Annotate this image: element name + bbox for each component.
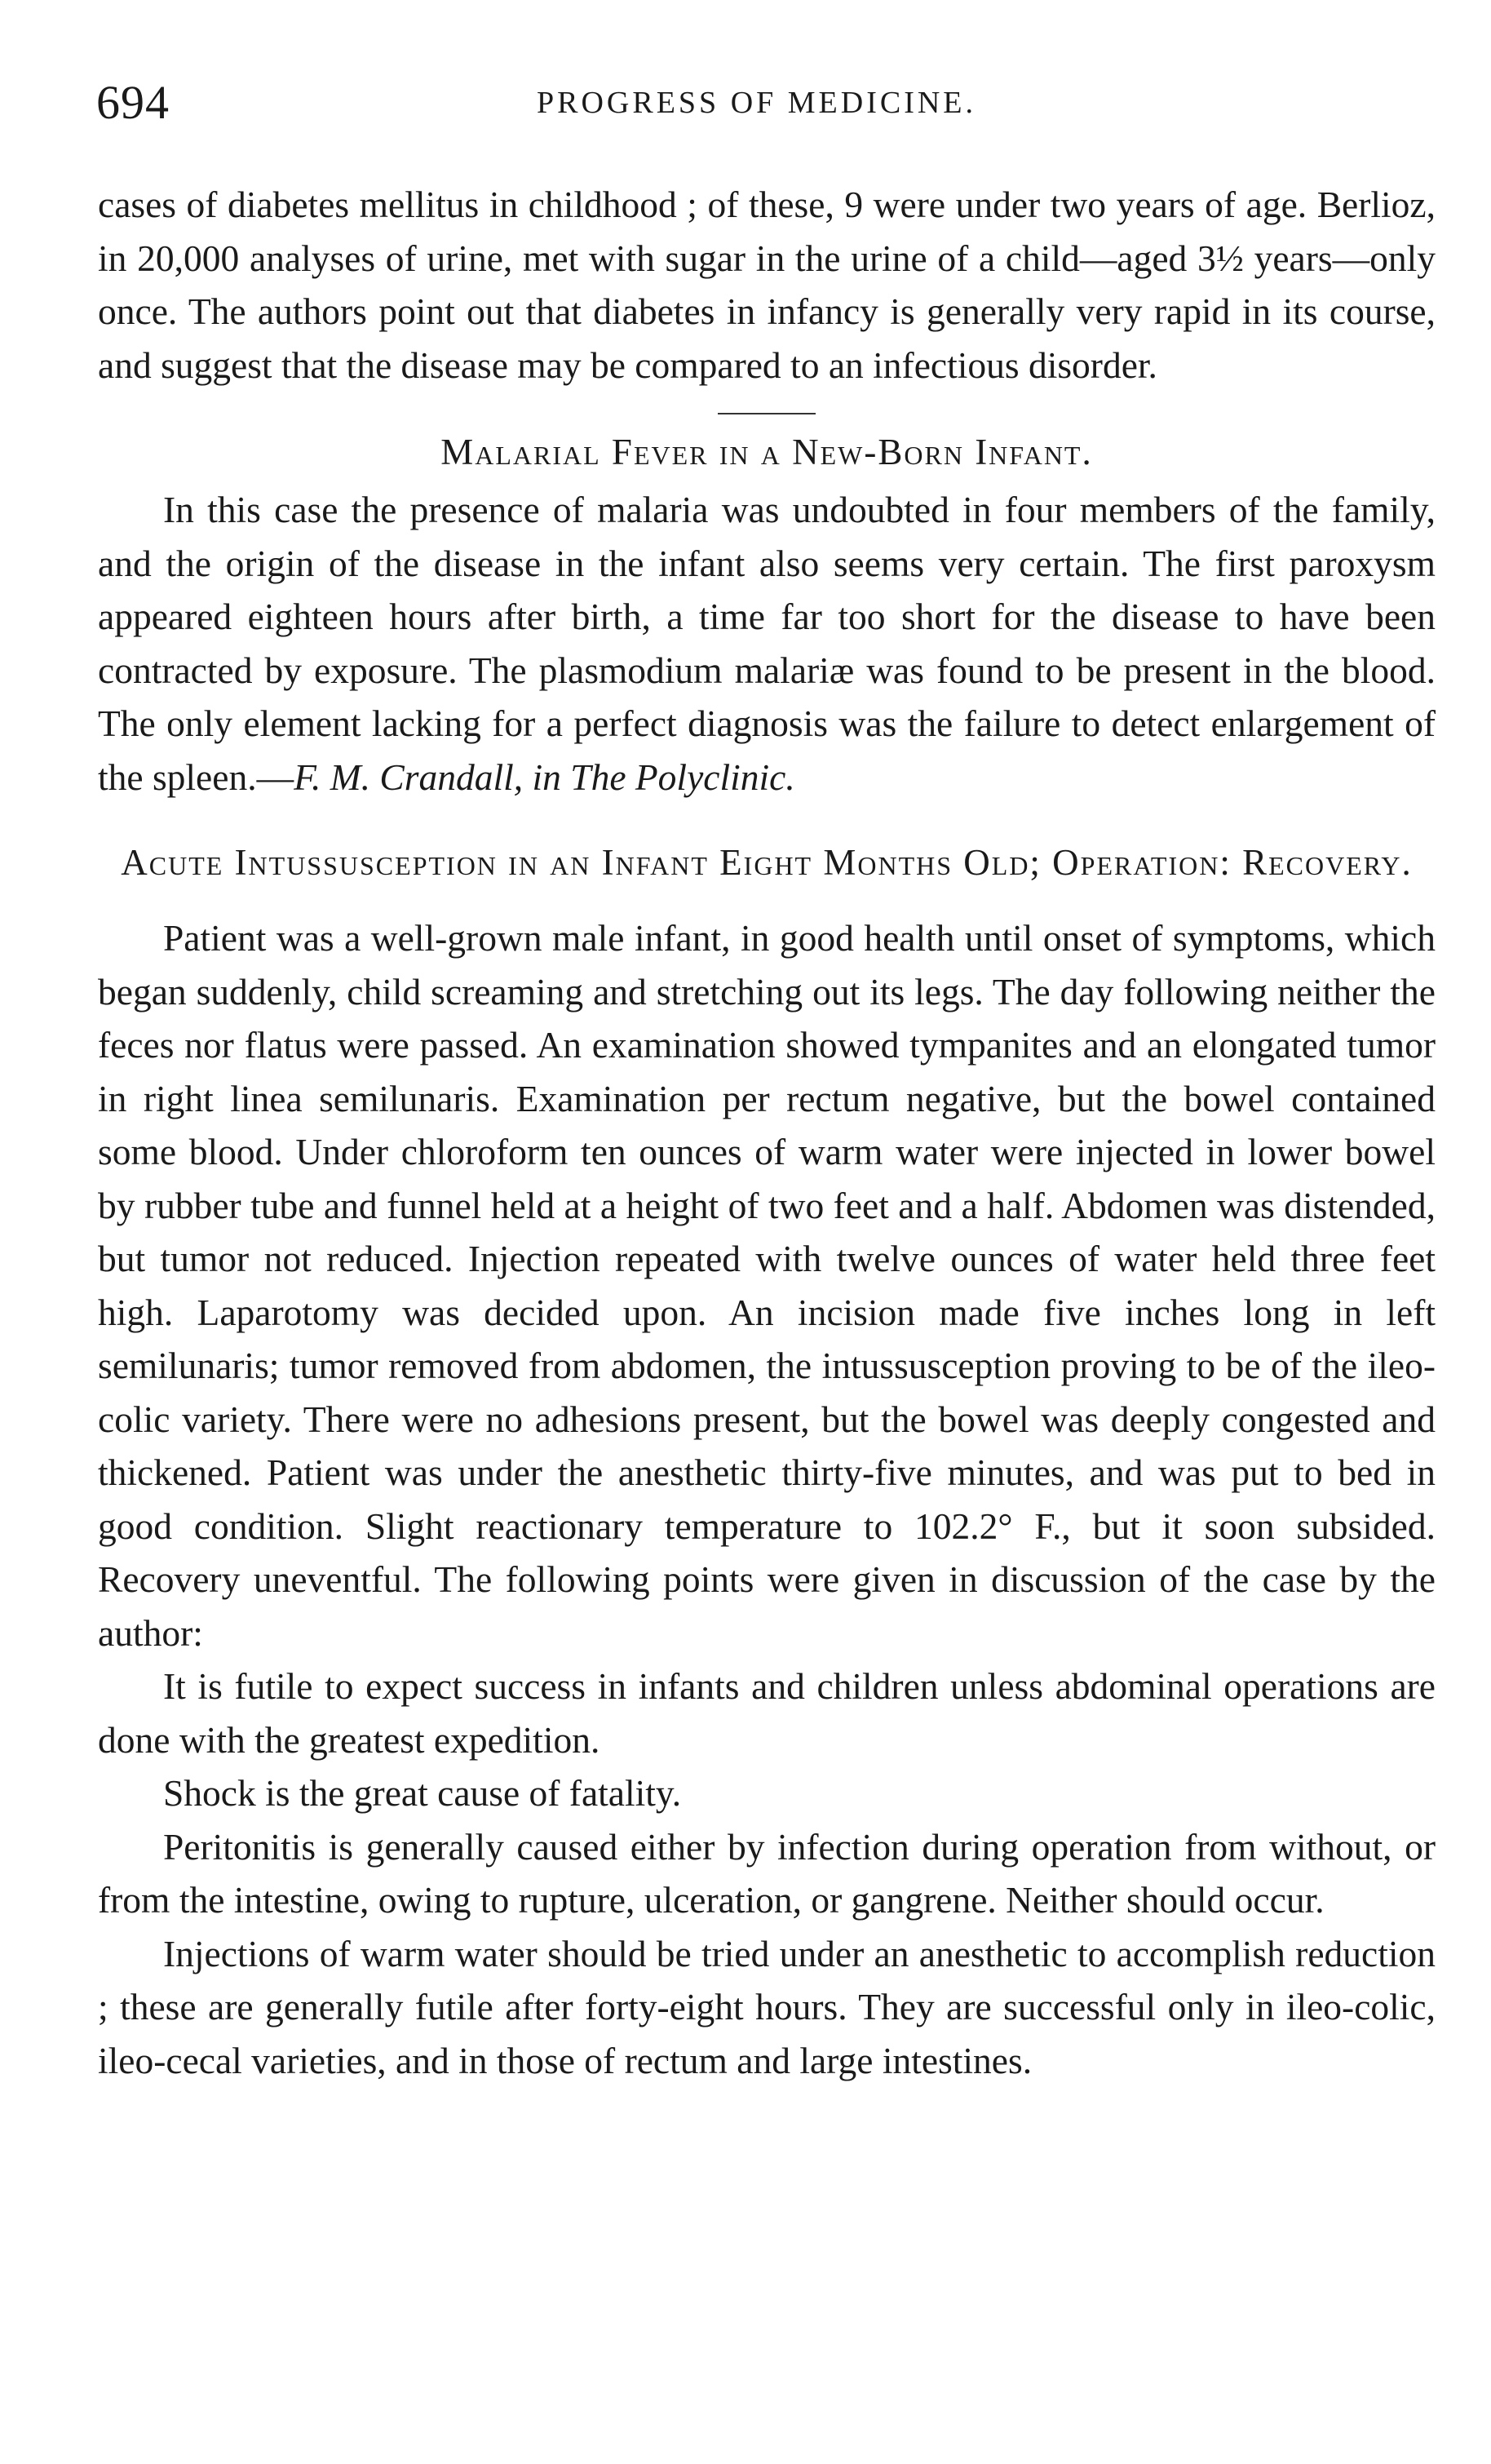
section-divider	[718, 413, 816, 414]
malarial-fever-citation: F. M. Crandall, in The Polyclinic.	[294, 756, 795, 798]
section-heading-malarial-fever: Malarial Fever in a New-Born Infant.	[440, 432, 1093, 472]
point-shock-paragraph: Shock is the great cause of fatality.	[163, 1772, 682, 1814]
section-heading-intussusception: Acute Intussusception in an Infant Eight Months Old; Operation: Recovery.	[121, 842, 1413, 883]
point-injections-paragraph: Injections of warm water should be tried under an anesthetic to accomplish reduction ; these are generally futile after forty-eight hours. They are successful only in ileo-colic, ileo-cecal varieties, and in those of rectum and large intestines.	[98, 1932, 1436, 2081]
point-peritonitis-paragraph: Peritonitis is generally caused either by infection during operation from without, or from the intestine, owing to rupture, ulceration, or gangrene. Neither should occur.	[98, 1825, 1436, 1921]
malarial-fever-paragraph	[98, 483, 1436, 804]
running-title: PROGRESS OF MEDICINE.	[537, 86, 977, 120]
page-number: 694	[96, 76, 170, 129]
point-expedition-paragraph: It is futile to expect success in infants and children unless abdominal operations are done with the greatest expedition.	[98, 1665, 1436, 1761]
page-header	[96, 75, 1434, 132]
intro-paragraph: cases of diabetes mellitus in childhood ; of these, 9 were under two years of age. Berlioz, in 20,000 analyses of urine, met with sugar in the urine of a child—aged 3½ years—only once. The authors point out that diabetes in infancy is generally very rapid in its course, and suggest that the disease may be compared to an infectious disorder.	[98, 184, 1436, 386]
intussusception-case-paragraph: Patient was a well-grown male infant, in good health until onset of symptoms, which began suddenly, child screaming and stretching out its legs. The day following neither the feces nor flatus were passed. An examination showed tympanites and an elongated tumor in right linea semilunaris. Examination per rectum negative, but the bowel contained some blood. Under chloroform ten ounces of warm water were injected in lower bowel by rubber tube and funnel held at a height of two feet and a half. Abdomen was distended, but tumor not reduced. Injection repeated with twelve ounces of water held three feet high. Laparotomy was decided upon. An incision made five inches long in left semilunaris; tumor removed from abdomen, the intussusception proving to be of the ileo-colic variety. There were no adhesions present, but the bowel was deeply congested and thickened. Patient was under the anesthetic thirty-five minutes, and was put to bed in good condition. Slight reactionary temperature to 102.2° F., but it soon subsided. Recovery uneventful. The following points were given in discussion of the case by the author:	[98, 917, 1436, 1654]
page-body	[98, 178, 1436, 2087]
malarial-fever-text: In this case the presence of malaria was undoubted in four members of the family, and the origin of the disease in the infant also seems very certain. The first paroxysm appeared eighteen hours after birth, a time far too short for the disease to have been contracted by exposure. The plasmodium malariæ was found to be present in the blood. The only element lacking for a perfect diagnosis was the failure to detect enlargement of the spleen.—	[98, 489, 1436, 798]
